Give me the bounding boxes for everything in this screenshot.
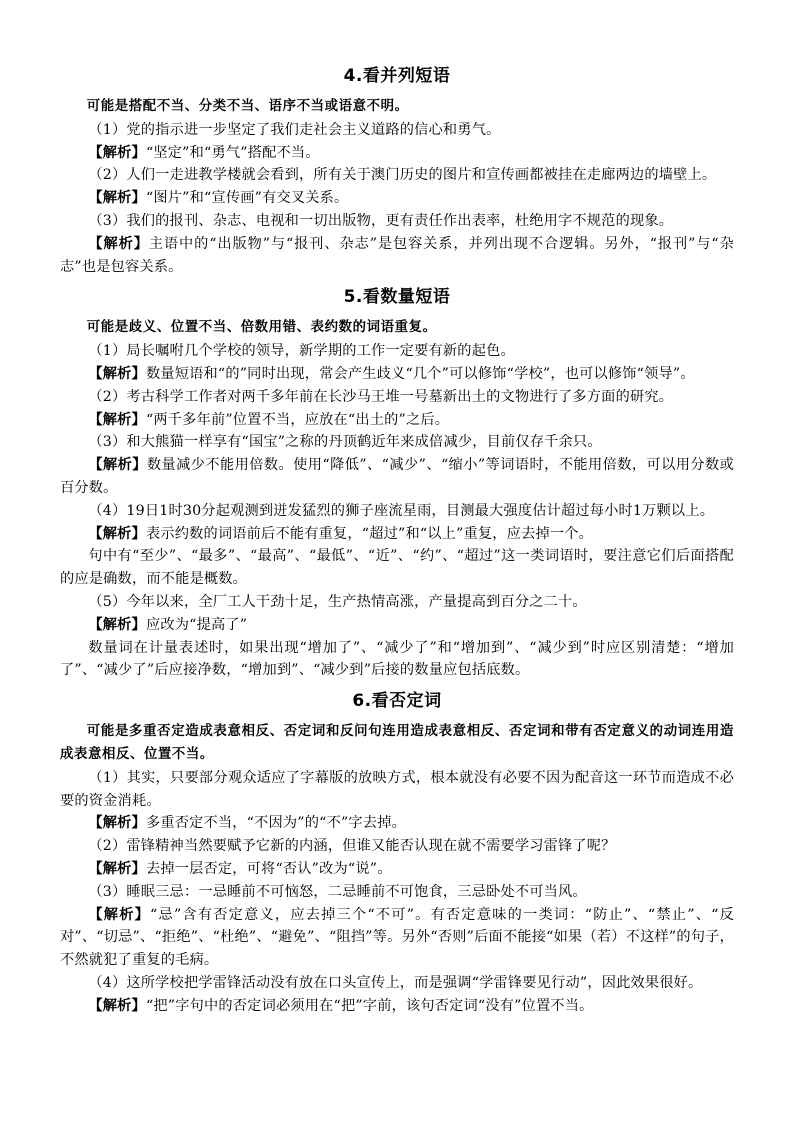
- section-lead: 可能是搭配不当、分类不当、语序不当或语意不明。: [86, 99, 409, 114]
- analysis-text: 去掉一层否定，可将“否认”改为“说”。: [145, 860, 392, 877]
- example-sentence: [60, 500, 734, 523]
- analysis-text: “忌”含有否定意义，应去掉三个“不可”。有否定意味的一类词：“防止”、“禁止”、“反对”、“切忌”、“拒绝”、“杜绝”、“避免”、“阻挡”等。另外“否则”后面不能接“如果（若）不这样”的句子，不然就犯了重复的毛病。: [60, 906, 734, 969]
- section-title: 6.看否定词: [352, 691, 442, 712]
- analysis-text: 表示约数的词语前后不能有重复，“超过”和“以上”重复，应去掉一个。: [145, 525, 594, 542]
- analysis-tag: 【解析】: [88, 457, 147, 474]
- analysis-paragraph: [60, 995, 734, 1018]
- analysis-text: “两千多年前”位置不当，应放在“出土的”之后。: [145, 411, 450, 428]
- analysis-tag: 【解析】: [88, 411, 146, 428]
- analysis-paragraph: [60, 523, 734, 546]
- section-lead: 可能是歧义、位置不当、倍数用错、表约数的词语重复。: [86, 320, 437, 336]
- note-text: 句中有“至少”、“最多”、“最高”、“最低”、“近”、“约”、“超过”这一类词语时，要注意它们后面搭配的应是确数，而不能是概数。: [60, 548, 734, 588]
- example-text: （3）和大熊猫一样享有“国宝”之称的丹顶鹤近年来成倍减少，目前仅存千余只。: [88, 434, 602, 451]
- analysis-paragraph: [60, 233, 734, 279]
- analysis-paragraph: [60, 409, 734, 432]
- example-text: （4）这所学校把学雷锋活动没有放在口头宣传上，而是强调“学雷锋要见行动”，因此效果很好。: [88, 974, 703, 991]
- document-page: [60, 64, 734, 1017]
- analysis-tag: 【解析】: [88, 144, 146, 161]
- example-sentence: [60, 591, 734, 614]
- analysis-text: “把”字句中的否定词必须用在“把”字前，该句否定词“没有”位置不当。: [145, 997, 594, 1014]
- analysis-paragraph: [60, 904, 734, 972]
- example-sentence: [60, 119, 734, 142]
- section-title: 5.看数量短语: [343, 287, 451, 308]
- section-lead: 可能是多重否定造成表意相反、否定词和反问句连用造成表意相反、否定词和带有否定意义的动词连用造成表意相反、位置不当。: [60, 724, 734, 762]
- section-title: 4.看并列短语: [343, 66, 451, 86]
- section-quantity-phrases: [60, 285, 734, 682]
- analysis-tag: 【解析】: [88, 525, 146, 542]
- analysis-tag: 【解析】: [88, 190, 146, 207]
- example-text: （5）今年以来，全厂工人干劲十足，生产热情高涨，产量提高到百分之二十。: [88, 593, 587, 610]
- analysis-paragraph: [60, 614, 734, 637]
- example-text: （1）党的指示进一步坚定了我们走社会主义道路的信心和勇气。: [88, 121, 501, 138]
- analysis-text: 主语中的“出版物”与“报刊、杂志”是包容关系，并列出现不合逻辑。另外，“报刊”与“杂志”也是包容关系。: [60, 235, 734, 275]
- example-sentence: [60, 386, 734, 409]
- analysis-text: “图片”和“宣传画”有交叉关系。: [145, 190, 349, 207]
- analysis-paragraph: [60, 454, 734, 500]
- section-parallel-phrases: [60, 64, 734, 278]
- note-paragraph: [60, 545, 734, 591]
- example-text: （2）考古科学工作者对两千多年前在长沙马王堆一号墓新出土的文物进行了多方面的研究。: [88, 388, 674, 405]
- example-sentence: [60, 431, 734, 454]
- analysis-tag: 【解析】: [88, 235, 149, 252]
- analysis-paragraph: [60, 858, 734, 881]
- analysis-paragraph: [60, 142, 734, 165]
- analysis-paragraph: [60, 363, 734, 386]
- example-text: （3）睡眠三忌：一忌睡前不可恼怒，二忌睡前不可饱食，三忌卧处不可当风。: [88, 883, 587, 900]
- analysis-text: 应改为“提高了”: [145, 616, 248, 633]
- example-text: （2）人们一走进教学楼就会看到，所有关于澳门历史的图片和宣传画都被挂在走廊两边的墙壁上。: [88, 167, 717, 184]
- section-negation-words: [60, 689, 734, 1017]
- example-text: （2）雷锋精神当然要赋予它新的内涵，但谁又能否认现在就不需要学习雷锋了呢？: [88, 838, 616, 855]
- example-sentence: [60, 881, 734, 904]
- example-text: （1）其实，只要部分观众适应了字幕版的放映方式，根本就没有必要不因为配音这一环节而造成不必要的资金消耗。: [60, 769, 734, 809]
- example-sentence: [60, 835, 734, 858]
- note-paragraph: [60, 637, 734, 683]
- example-text: （4）19日1时30分起观测到迸发猛烈的狮子座流星雨，目测最大强度估计超过每小时1万颗以上。: [88, 502, 715, 519]
- analysis-text: “坚定”和“勇气”搭配不当。: [145, 144, 320, 161]
- analysis-text: 数量短语和“的”同时出现，常会产生歧义“几个”可以修饰“学校”，也可以修饰“领导”。: [145, 365, 695, 382]
- example-sentence: [60, 210, 734, 233]
- example-text: （3）我们的报刊、杂志、电视和一切出版物，更有责任作出表率，杜绝用字不规范的现象。: [88, 212, 674, 229]
- analysis-tag: 【解析】: [88, 616, 146, 633]
- analysis-paragraph: [60, 812, 734, 835]
- example-sentence: [60, 164, 734, 187]
- example-sentence: [60, 767, 734, 813]
- example-text: （1）局长嘱咐几个学校的领导，新学期的工作一定要有新的起色。: [88, 343, 515, 360]
- analysis-tag: 【解析】: [88, 997, 146, 1014]
- analysis-text: 多重否定不当，“不因为”的“不”字去掉。: [145, 815, 406, 832]
- analysis-tag: 【解析】: [88, 906, 151, 923]
- analysis-paragraph: [60, 187, 734, 210]
- note-text: 数量词在计量表述时，如果出现“增加了”、“减少了”和“增加到”、“减少到”时应区别清楚：“增加了”、“减少了”后应接净数，“增加到”、“减少到”后接的数量应包括底数。: [60, 639, 734, 679]
- analysis-tag: 【解析】: [88, 365, 146, 382]
- analysis-text: 数量减少不能用倍数。使用“降低”、“减少”、“缩小”等词语时，不能用倍数，可以用分数或百分数。: [60, 457, 734, 496]
- analysis-tag: 【解析】: [88, 815, 146, 832]
- example-sentence: [60, 972, 734, 995]
- example-sentence: [60, 340, 734, 363]
- analysis-tag: 【解析】: [88, 860, 146, 877]
